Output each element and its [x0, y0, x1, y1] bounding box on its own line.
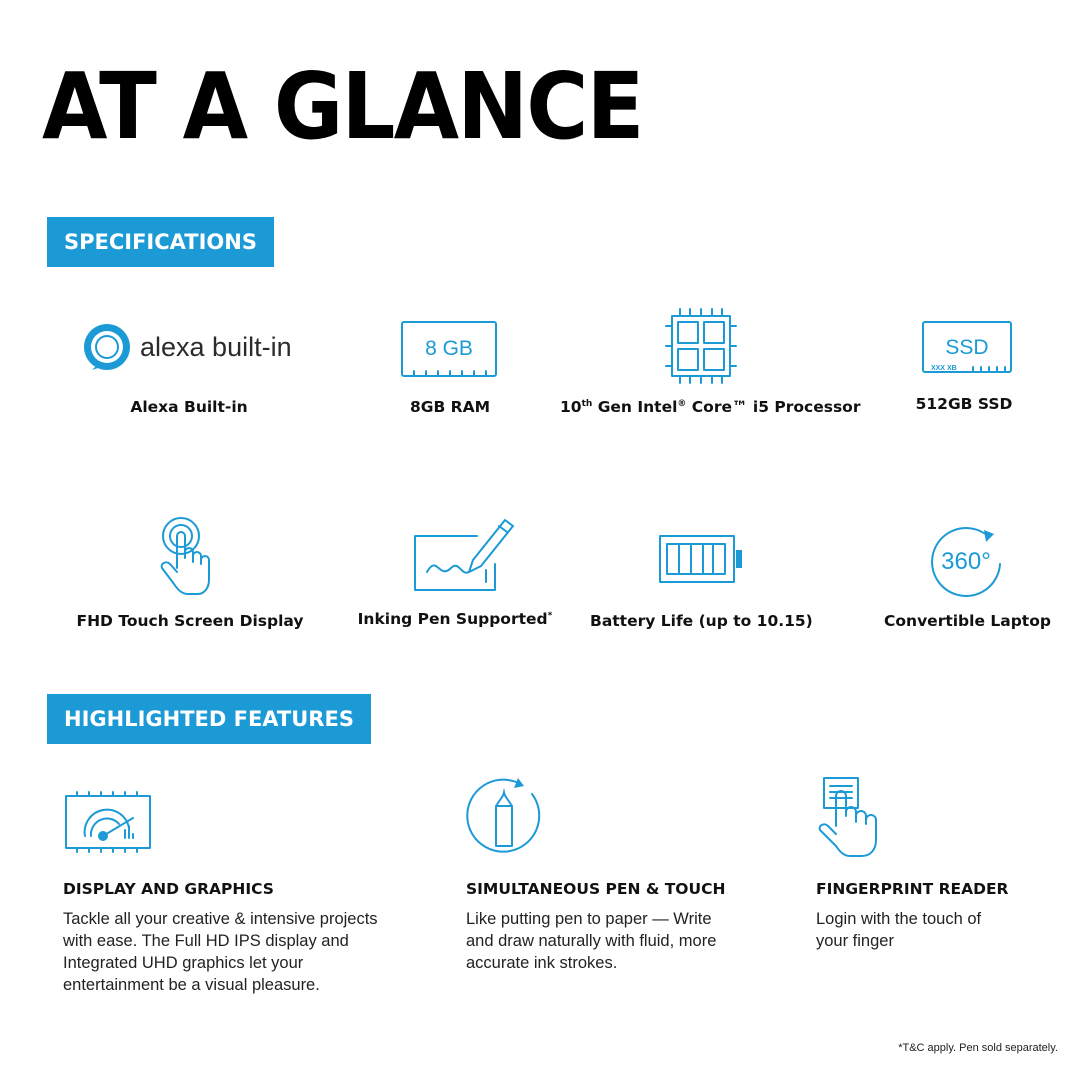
feature-desc-pen-touch: Like putting pen to paper — Write and draw naturally with fluid, more accurate ink strokes.	[466, 910, 717, 972]
feature-desc-display: Tackle all your creative & intensive projects with ease. The Full HD IPS display and Integrated UHD graphics let your entertainment be a visual pleasure.	[63, 910, 378, 994]
processor-chip-icon	[664, 306, 738, 386]
spec-label-processor: 10th Gen Intel® Core™ i5 Processor	[560, 398, 861, 416]
ssd-chip-subtext: XXX XB	[931, 365, 957, 372]
spec-label-ssd: 512GB SSD	[915, 395, 1013, 413]
spec-label-ram: 8GB RAM	[409, 398, 491, 416]
spec-ssd	[890, 300, 1040, 430]
spec-label-pen: Inking Pen Supported*	[357, 610, 553, 628]
spec-label-alexa: Alexa Built-in	[130, 398, 248, 416]
page-title: AT A GLANCE	[42, 53, 643, 160]
touch-hand-icon	[158, 514, 224, 596]
spec-alexa	[60, 300, 320, 430]
footnote: *T&C apply. Pen sold separately.	[898, 1042, 1058, 1054]
spec-ram	[370, 300, 530, 430]
specifications-heading: SPECIFICATIONS	[47, 217, 274, 267]
feature-desc-fingerprint: Login with the touch of your finger	[816, 910, 982, 950]
feature-display	[63, 776, 403, 1006]
spec-battery	[590, 510, 813, 640]
ram-chip-icon	[400, 320, 498, 380]
spec-convertible	[880, 510, 1055, 640]
ram-chip-text: 8 GB	[425, 337, 473, 360]
alexa-logo-text: alexa built-in	[140, 332, 292, 362]
spec-label-convertible: Convertible Laptop	[884, 612, 1051, 630]
ssd-drive-icon	[921, 320, 1013, 376]
spec-touch	[70, 510, 310, 640]
battery-icon	[658, 534, 744, 586]
alexa-logo-icon	[82, 322, 132, 372]
spec-pen	[355, 510, 555, 640]
ssd-chip-text: SSD	[945, 336, 989, 359]
display-speedometer-icon	[63, 790, 155, 854]
pen-touch-icon	[466, 776, 546, 856]
spec-label-battery: Battery Life (up to 10.15)	[590, 612, 813, 630]
spec-label-touch: FHD Touch Screen Display	[76, 612, 304, 630]
feature-pen-touch	[466, 776, 766, 1006]
inking-pen-icon	[411, 514, 515, 594]
feature-fingerprint	[816, 776, 1056, 1006]
fingerprint-icon	[816, 776, 886, 860]
feature-title-pen-touch: SIMULTANEOUS PEN & TOUCH	[466, 880, 726, 898]
feature-title-display: DISPLAY AND GRAPHICS	[63, 880, 274, 898]
spec-processor	[560, 300, 861, 430]
rotate-360-icon	[928, 522, 1008, 600]
highlighted-features-heading: HIGHLIGHTED FEATURES	[47, 694, 371, 744]
feature-title-fingerprint: FINGERPRINT READER	[816, 880, 1009, 898]
rotate-360-text: 360°	[941, 548, 991, 575]
